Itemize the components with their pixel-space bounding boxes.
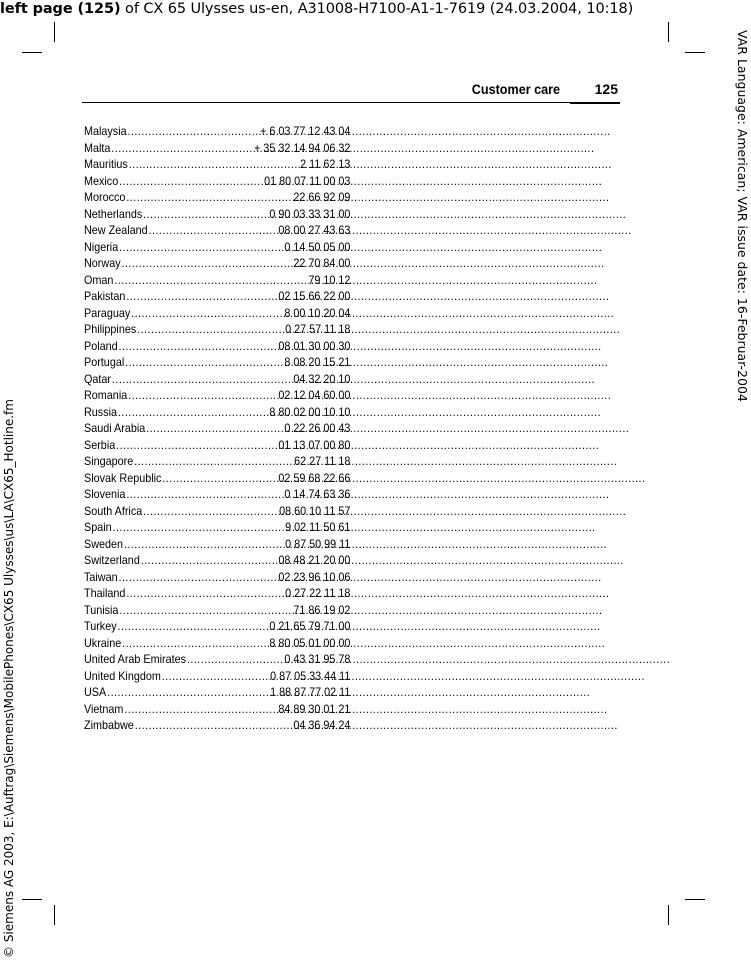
country-name: Tunisia xyxy=(84,602,119,617)
list-item xyxy=(84,272,350,289)
list-item xyxy=(84,437,350,454)
crop-mark xyxy=(685,52,705,53)
phone-number: 02 12 04 60 00 xyxy=(278,388,351,402)
country-name: Norway xyxy=(84,256,121,270)
list-item xyxy=(84,486,350,503)
phone-number: 08 01 30 00 30 xyxy=(278,338,351,353)
country-name: Ukraine xyxy=(84,635,122,650)
country-name: Russia xyxy=(84,404,118,419)
country-name: Mauritius xyxy=(84,157,128,171)
crop-mark xyxy=(54,22,55,42)
dot-leader xyxy=(146,420,283,437)
dot-leader xyxy=(125,354,283,371)
list-item xyxy=(84,684,350,701)
phone-number: 01 80 07 11 00 03 xyxy=(264,173,351,188)
country-name: Qatar xyxy=(84,371,112,386)
header-rule-thick xyxy=(570,102,620,104)
phone-number: + 35 32 14 94 06 32 xyxy=(254,140,351,155)
phone-number: 0 87 50 99 11 xyxy=(285,536,351,551)
country-name: Thailand xyxy=(84,586,126,600)
list-item xyxy=(84,387,350,404)
list-item xyxy=(84,503,350,520)
phone-number: 02 15 66 22 00 xyxy=(278,289,351,303)
phone-number: + 6 03 77 12 43 04 xyxy=(260,124,351,138)
country-name: Portugal xyxy=(84,355,125,369)
phone-number: 8 08 20 15 21 xyxy=(284,355,351,369)
dot-leader xyxy=(131,305,283,322)
list-item xyxy=(84,189,350,206)
phone-number: 22 70 84 00 xyxy=(293,256,351,270)
country-name: Malta xyxy=(84,140,111,155)
dot-leader xyxy=(134,453,293,470)
country-name: Turkey xyxy=(84,619,117,633)
list-item xyxy=(84,140,350,157)
country-name: Poland xyxy=(84,338,118,353)
list-item xyxy=(84,519,350,536)
country-name: Paraguay xyxy=(84,305,131,320)
dot-leader xyxy=(118,618,269,635)
dot-leader xyxy=(119,569,278,586)
page-header xyxy=(82,77,620,103)
header-rule xyxy=(82,102,570,103)
list-item xyxy=(84,305,350,322)
list-item xyxy=(84,569,350,586)
crop-mark xyxy=(685,899,705,900)
hotline-list xyxy=(84,123,352,734)
phone-number: 22 66 92 09 xyxy=(293,190,351,204)
dot-leader xyxy=(118,404,268,421)
list-item xyxy=(84,321,350,338)
phone-number: 0 22 26 00 43 xyxy=(284,421,351,435)
dot-leader xyxy=(126,486,283,503)
print-header xyxy=(0,0,725,22)
page-number: 125 xyxy=(594,81,618,97)
country-name: Romania xyxy=(84,388,128,402)
phone-number: 1 88 87 77 02 11 xyxy=(270,685,351,699)
dot-leader xyxy=(126,189,292,206)
dot-leader xyxy=(126,288,277,305)
dot-leader xyxy=(114,272,307,289)
list-item xyxy=(84,206,350,223)
list-item xyxy=(84,602,350,619)
phone-number: 0 43 31 95 78 xyxy=(284,652,351,666)
country-name: Oman xyxy=(84,272,114,287)
phone-number: 04 36 94 24 xyxy=(293,718,351,732)
phone-number: 0 21 65 79 71 00 xyxy=(269,619,351,633)
print-header-details: of CX 65 Ulysses us-en, A31008-H7100-A1-1-7619 (24.03.2004, 10:18) xyxy=(120,1,634,17)
country-name: Netherlands xyxy=(84,206,143,221)
phone-number: 02 59 68 22 66 xyxy=(278,470,351,485)
list-item xyxy=(84,453,350,470)
dot-leader xyxy=(143,503,278,520)
list-item xyxy=(84,123,350,140)
dot-leader xyxy=(149,222,278,239)
country-name: Switzerland xyxy=(84,553,140,567)
list-item xyxy=(84,338,350,355)
country-name: United Kingdom xyxy=(84,668,161,683)
list-item xyxy=(84,701,350,718)
dot-leader xyxy=(129,156,300,173)
print-header-page: left page (125) xyxy=(0,1,121,17)
country-name: New Zealand xyxy=(84,223,148,237)
list-item xyxy=(84,222,350,239)
dot-leader xyxy=(122,635,268,652)
phone-number: 01 13 07 00 80 xyxy=(278,437,351,452)
country-name: Serbia xyxy=(84,437,116,452)
list-item xyxy=(84,618,350,635)
country-name: Singapore xyxy=(84,454,134,468)
dot-leader xyxy=(119,602,292,619)
dot-leader xyxy=(162,470,277,487)
phone-number: 0 14 74 63 36 xyxy=(284,487,351,501)
crop-mark xyxy=(668,22,669,42)
country-name: Mexico xyxy=(84,173,119,188)
phone-number: 2 11 62 13 xyxy=(300,157,351,171)
phone-number: 71 86 19 02 xyxy=(293,602,351,617)
dot-leader xyxy=(124,536,284,553)
country-name: South Africa xyxy=(84,503,143,518)
dot-leader xyxy=(112,371,293,388)
crop-mark xyxy=(54,905,55,925)
country-name: Sweden xyxy=(84,536,124,551)
list-item xyxy=(84,552,350,569)
list-item xyxy=(84,173,350,190)
list-item xyxy=(84,239,350,256)
dot-leader xyxy=(107,684,269,701)
phone-number: 0 90 03 33 31 00 xyxy=(269,206,351,221)
phone-number: 0 14 50 05 00 xyxy=(284,239,351,254)
list-item xyxy=(84,585,350,602)
section-title: Customer care xyxy=(471,81,560,97)
dot-leader xyxy=(137,321,284,338)
country-name: Vietnam xyxy=(84,701,124,716)
dot-leader xyxy=(135,717,293,734)
dot-leader xyxy=(143,206,268,223)
phone-number: 08 60 10 11 57 xyxy=(279,503,351,518)
side-note-language: VAR Language: American; VAR issue date: 16-Februar-2004 xyxy=(735,30,750,402)
phone-number: 8 80 02 00 10 10 xyxy=(269,404,351,419)
country-name: Morocco xyxy=(84,190,126,204)
country-name: Philippines xyxy=(84,322,137,336)
crop-mark xyxy=(22,899,42,900)
crop-mark xyxy=(668,905,669,925)
dot-leader xyxy=(122,255,293,272)
country-name: Slovak Republic xyxy=(84,470,162,485)
dot-leader xyxy=(119,338,278,355)
phone-number: 0 27 57 11 18 xyxy=(285,322,351,336)
country-name: Nigeria xyxy=(84,239,119,254)
list-item xyxy=(84,668,350,685)
list-item xyxy=(84,156,350,173)
dot-leader xyxy=(119,239,283,256)
list-item xyxy=(84,717,350,734)
country-name: Taiwan xyxy=(84,569,118,584)
dot-leader xyxy=(119,173,263,190)
dot-leader xyxy=(141,552,278,569)
phone-number: 08 00 27 43 63 xyxy=(278,223,351,237)
dot-leader xyxy=(126,585,284,602)
list-item xyxy=(84,255,350,272)
country-name: Saudi Arabia xyxy=(84,421,146,435)
country-name: Spain xyxy=(84,520,112,534)
phone-number: 8 80 05 01 00 00 xyxy=(269,635,351,650)
list-item xyxy=(84,371,350,388)
phone-number: 84 89 30 01 21 xyxy=(278,701,351,716)
list-item xyxy=(84,635,350,652)
phone-number: 04 32 20 10 xyxy=(293,371,351,386)
dot-leader xyxy=(128,123,260,140)
phone-number: 9 02 11 50 61 xyxy=(285,520,351,534)
phone-number: 8 00 10 20 04 xyxy=(284,305,351,320)
list-item xyxy=(84,404,350,421)
country-name: Slovenia xyxy=(84,487,126,501)
country-name: Pakistan xyxy=(84,289,126,303)
dot-leader xyxy=(128,387,277,404)
dot-leader xyxy=(111,140,253,157)
phone-number: 79 10 12 xyxy=(308,272,351,287)
country-name: Zimbabwe xyxy=(84,718,134,732)
dot-leader xyxy=(116,437,277,454)
list-item xyxy=(84,420,350,437)
dot-leader xyxy=(113,519,285,536)
crop-mark xyxy=(22,52,42,53)
side-note-copyright: © Siemens AG 2003, E:\Auftrag\Siemens\MobilePhones\CX65 Ulysses\us\LA\CX65_Hotline.fm xyxy=(2,399,16,958)
list-item xyxy=(84,536,350,553)
list-item xyxy=(84,288,350,305)
dot-leader xyxy=(187,651,283,668)
country-name: USA xyxy=(84,685,107,699)
country-name: United Arab Emirates xyxy=(84,652,187,666)
country-name: Malaysia xyxy=(84,124,127,138)
dot-leader xyxy=(162,668,269,685)
list-item xyxy=(84,354,350,371)
phone-number: 0 87 05 33 44 11 xyxy=(270,668,351,683)
phone-number: 62 27 11 18 xyxy=(294,454,351,468)
phone-number: 0 27 22 11 18 xyxy=(285,586,351,600)
list-item xyxy=(84,470,350,487)
phone-number: 08 48 21 20 00 xyxy=(278,553,351,567)
phone-number: 02 23 96 10 06 xyxy=(278,569,351,584)
dot-leader xyxy=(124,701,277,718)
list-item xyxy=(84,651,350,668)
